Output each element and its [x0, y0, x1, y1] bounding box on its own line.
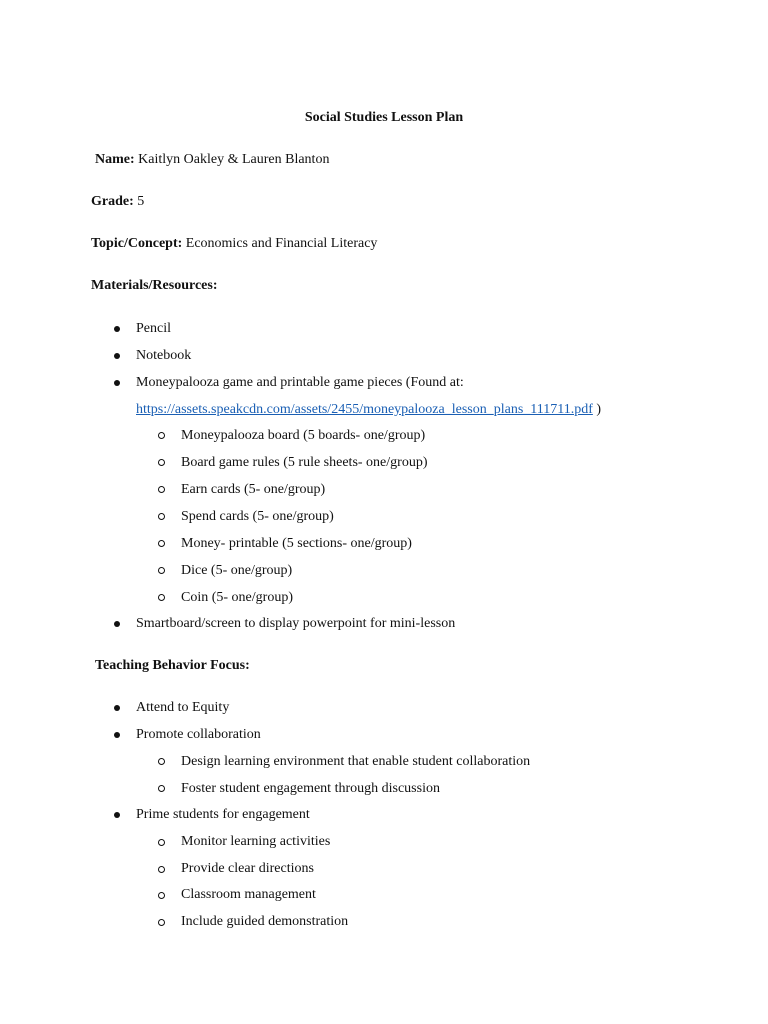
- list-item: Notebook: [136, 348, 192, 363]
- list-item: Pencil: [136, 321, 171, 336]
- circle-bullet-icon: [158, 432, 165, 439]
- list-item: Moneypalooza game and printable game pieces (Found at:: [136, 375, 464, 390]
- bullet-icon: [114, 326, 120, 332]
- circle-bullet-icon: [158, 486, 165, 493]
- bullet-icon: [114, 380, 120, 386]
- circle-bullet-icon: [158, 866, 165, 873]
- teaching-heading: Teaching Behavior Focus:: [95, 658, 250, 673]
- bullet-icon: [114, 812, 120, 818]
- circle-bullet-icon: [158, 919, 165, 926]
- name-value: Kaitlyn Oakley & Lauren Blanton: [138, 152, 330, 167]
- list-subitem: Spend cards (5- one/group): [181, 509, 334, 524]
- circle-bullet-icon: [158, 567, 165, 574]
- list-item: Promote collaboration: [136, 727, 261, 742]
- bullet-icon: [114, 621, 120, 627]
- topic-value: Economics and Financial Literacy: [185, 236, 378, 251]
- bullet-icon: [114, 353, 120, 359]
- grade-value: 5: [137, 194, 145, 209]
- list-subitem: Include guided demonstration: [181, 914, 349, 929]
- name-row: [95, 151, 329, 169]
- bullet-icon: [114, 732, 120, 738]
- list-subitem: Classroom management: [181, 887, 316, 902]
- list-subitem: Earn cards (5- one/group): [181, 482, 326, 497]
- list-item: Attend to Equity: [136, 700, 230, 715]
- bullet-icon: [114, 705, 120, 711]
- grade-label: Grade:: [91, 194, 134, 209]
- list-subitem: Money- printable (5 sections- one/group): [181, 536, 412, 551]
- list-subitem: Foster student engagement through discussion: [181, 781, 440, 796]
- topic-row: [91, 235, 377, 253]
- circle-bullet-icon: [158, 594, 165, 601]
- list-subitem: Board game rules (5 rule sheets- one/group): [181, 455, 428, 470]
- circle-bullet-icon: [158, 892, 165, 899]
- circle-bullet-icon: [158, 540, 165, 547]
- moneypalooza-link[interactable]: https://assets.speakcdn.com/assets/2455/moneypalooza_lesson_plans_111711.pdf: [136, 402, 593, 417]
- topic-label: Topic/Concept:: [91, 236, 183, 251]
- circle-bullet-icon: [158, 459, 165, 466]
- circle-bullet-icon: [158, 758, 165, 765]
- list-item: Prime students for engagement: [136, 807, 310, 822]
- grade-row: [91, 193, 144, 211]
- list-subitem: Coin (5- one/group): [181, 590, 293, 605]
- list-subitem: Monitor learning activities: [181, 834, 331, 849]
- list-subitem: Moneypalooza board (5 boards- one/group): [181, 428, 426, 443]
- link-suffix: ): [592, 402, 602, 417]
- circle-bullet-icon: [158, 513, 165, 520]
- name-label: Name:: [95, 152, 135, 167]
- circle-bullet-icon: [158, 785, 165, 792]
- list-subitem: Dice (5- one/group): [181, 563, 293, 578]
- page-title: Social Studies Lesson Plan: [304, 110, 464, 125]
- list-item: Smartboard/screen to display powerpoint for mini-lesson: [136, 616, 456, 631]
- materials-heading: Materials/Resources:: [91, 278, 218, 293]
- list-subitem: Design learning environment that enable student collaboration: [181, 754, 531, 769]
- list-subitem: Provide clear directions: [181, 861, 314, 876]
- link-row: [136, 401, 601, 419]
- circle-bullet-icon: [158, 839, 165, 846]
